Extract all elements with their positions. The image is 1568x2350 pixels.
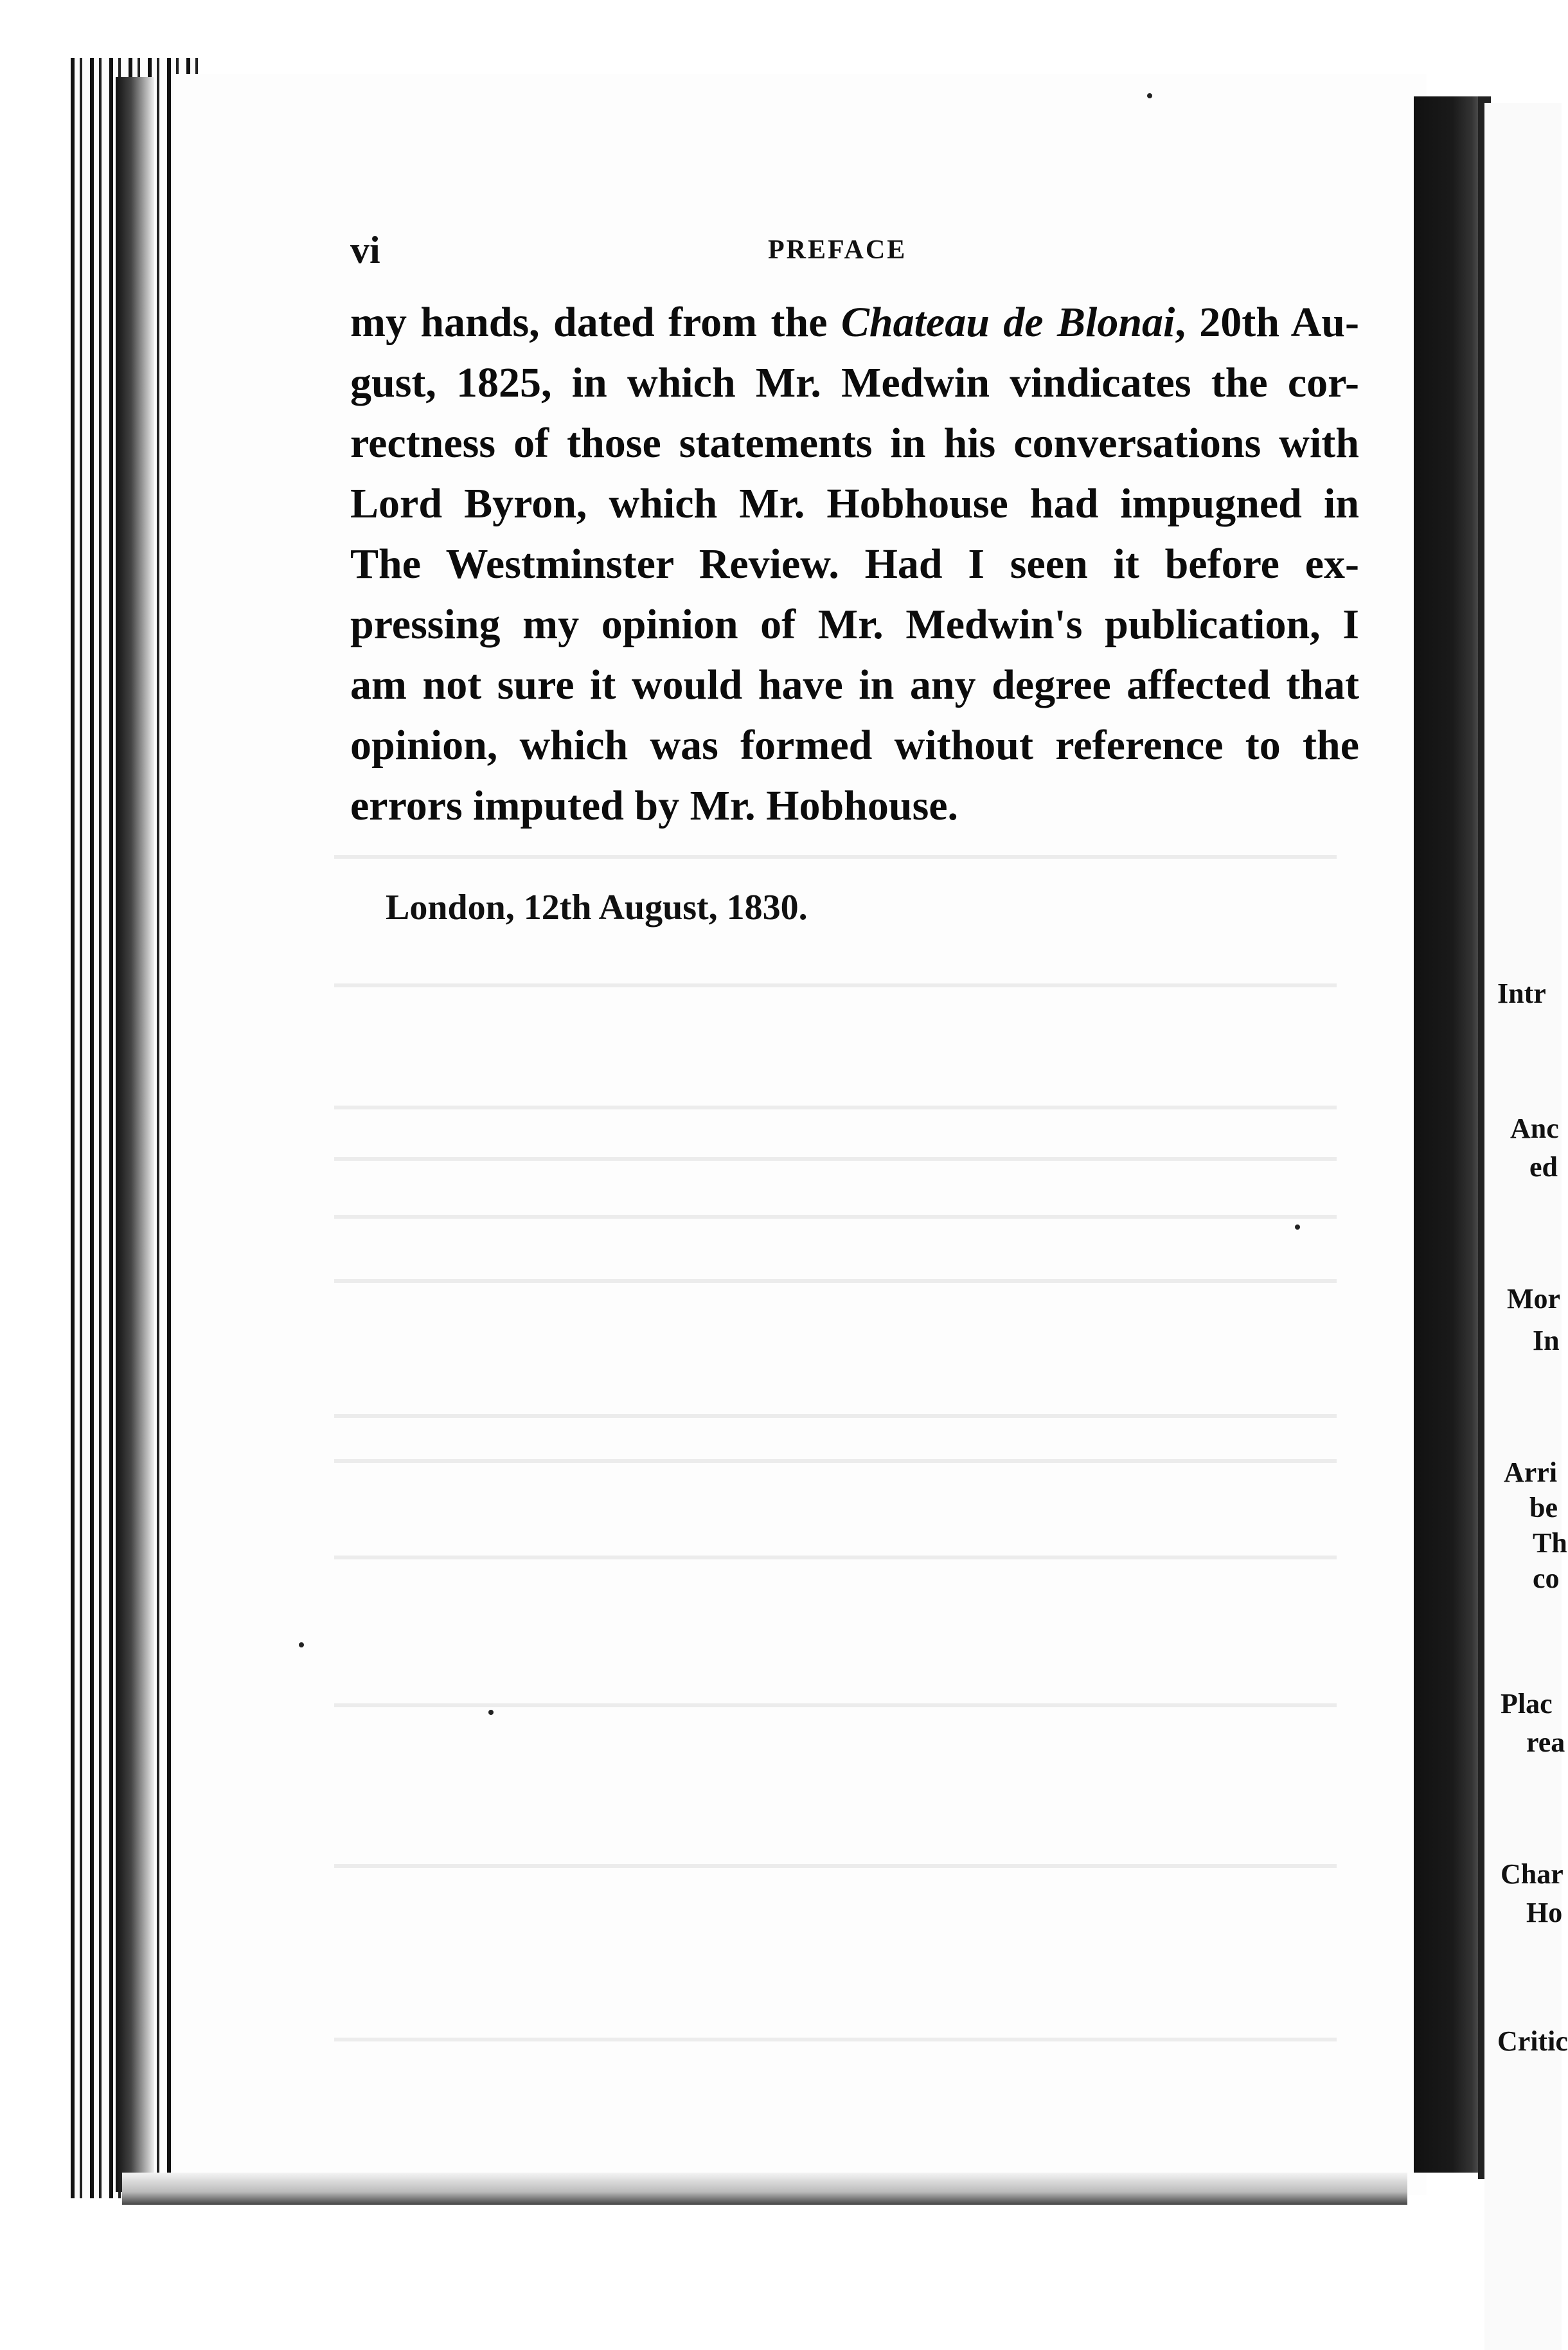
text-segment: , 20th Au- xyxy=(1175,299,1359,346)
toc-fragment: Arri xyxy=(1504,1457,1558,1488)
bleed-through-line xyxy=(334,1556,1337,1559)
scan-speck xyxy=(1147,93,1152,98)
toc-fragment: In xyxy=(1533,1325,1560,1356)
text-line: rectness of those statements in his conversations with xyxy=(350,420,1359,467)
bleed-through-line xyxy=(334,1157,1337,1161)
scan-speck xyxy=(488,1710,494,1715)
text-line: errors imputed by Mr. Hobhouse. xyxy=(350,782,959,829)
bleed-through-line xyxy=(334,1106,1337,1109)
signature-dateline: London, 12th August, 1830. xyxy=(386,888,808,928)
bleed-through-line xyxy=(334,1414,1337,1418)
text-line: am not sure it would have in any degree affected that xyxy=(350,661,1359,708)
spine-shadow xyxy=(116,77,154,2192)
toc-fragment: Mor xyxy=(1507,1283,1561,1314)
text-line xyxy=(350,292,1359,353)
text-line: gust, 1825, in which Mr. Medwin vindicates the cor- xyxy=(350,359,1359,406)
scan-speck xyxy=(299,1642,304,1647)
preface-paragraph xyxy=(350,292,1359,836)
page-header xyxy=(350,228,1366,273)
text-line: pressing my opinion of Mr. Medwin's publication, I xyxy=(350,601,1359,648)
page-number: vi xyxy=(350,229,380,271)
page-bottom-edge xyxy=(122,2173,1407,2205)
bleed-through-line xyxy=(334,983,1337,987)
bleed-through-line xyxy=(334,1279,1337,1283)
italic-place-name: Chateau de Blonai xyxy=(841,299,1175,346)
bleed-through-line xyxy=(334,1459,1337,1463)
toc-fragment: Char xyxy=(1501,1858,1564,1890)
toc-fragment: rea xyxy=(1526,1727,1565,1758)
running-head: PREFACE xyxy=(768,235,907,265)
toc-fragment: Intr xyxy=(1497,978,1546,1009)
toc-fragment: Th xyxy=(1533,1527,1567,1559)
bleed-through-line xyxy=(334,1215,1337,1219)
text-line: opinion, which was formed without reference to the xyxy=(350,722,1359,769)
toc-fragment: Critic xyxy=(1497,2025,1568,2057)
adjacent-page xyxy=(1484,103,1562,2350)
toc-fragment: Ho xyxy=(1526,1897,1563,1928)
toc-fragment: Anc xyxy=(1510,1113,1559,1144)
text-segment: my hands, dated from the xyxy=(350,299,841,346)
toc-fragment: Plac xyxy=(1501,1688,1553,1719)
toc-fragment: co xyxy=(1533,1563,1560,1594)
scan-speck xyxy=(1295,1224,1300,1230)
bleed-through-line xyxy=(334,2038,1337,2041)
text-line: The Westminster Review. Had I seen it before ex- xyxy=(350,541,1359,588)
bleed-through-line xyxy=(334,855,1337,859)
toc-fragment: be xyxy=(1529,1492,1558,1523)
text-line: Lord Byron, which Mr. Hobhouse had impugned in xyxy=(350,480,1359,527)
bleed-through-line xyxy=(334,1703,1337,1707)
toc-fragment: ed xyxy=(1529,1151,1558,1183)
bleed-through-line xyxy=(334,1864,1337,1868)
